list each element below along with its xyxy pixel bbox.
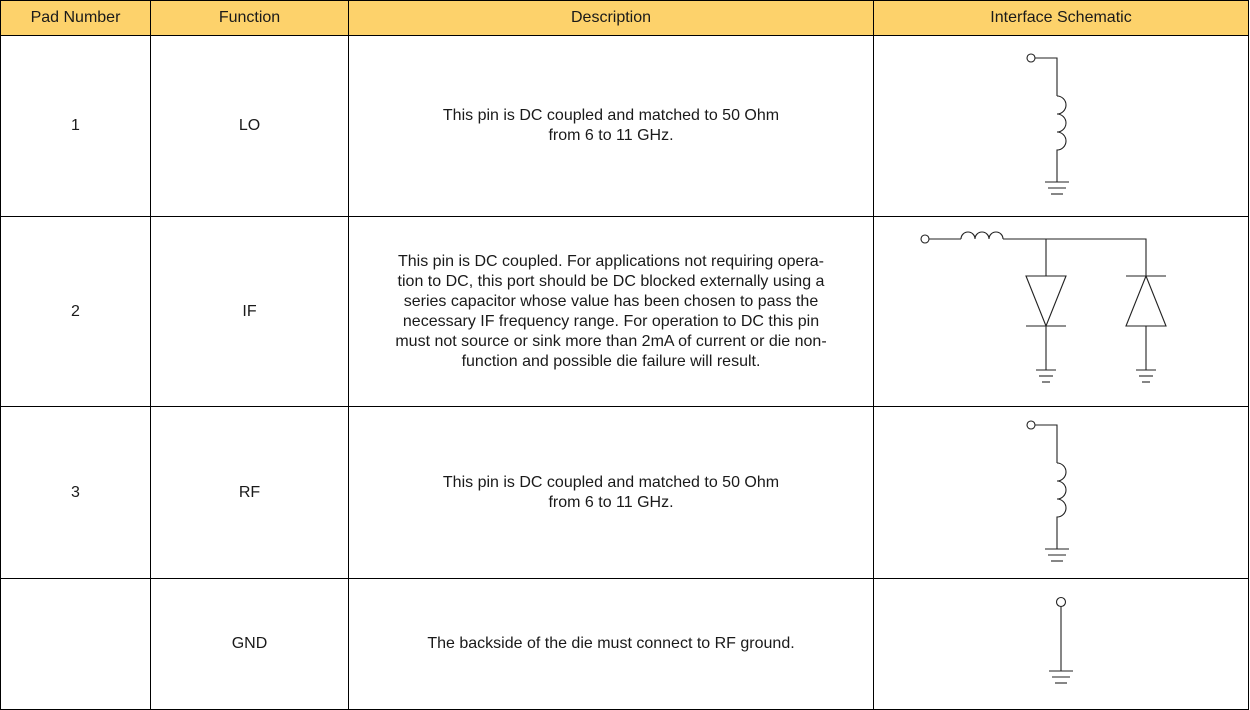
schematic-cell bbox=[874, 217, 1249, 407]
description-line: This pin is DC coupled and matched to 50 Ohm bbox=[442, 473, 780, 491]
header-function: Function bbox=[151, 1, 349, 36]
description-line: This pin is DC coupled. For applications not requiring opera- bbox=[398, 252, 824, 270]
pad-number-cell: 1 bbox=[1, 36, 151, 217]
ground-pin-schematic-icon bbox=[1021, 589, 1101, 699]
pad-number-cell bbox=[1, 579, 151, 710]
description-line: The backside of the die must connect to RF ground. bbox=[427, 635, 795, 652]
table-row bbox=[1, 36, 1249, 217]
description-line: This pin is DC coupled and matched to 50 Ohm bbox=[442, 107, 780, 124]
pad-number-cell: 2 bbox=[1, 217, 151, 407]
description-line: from 6 to 11 GHz. bbox=[548, 127, 674, 144]
description-line: function and possible die failure will result. bbox=[461, 352, 761, 370]
function-cell: IF bbox=[151, 217, 349, 407]
header-row bbox=[1, 1, 1249, 36]
inductor-to-ground-schematic-icon bbox=[1001, 413, 1121, 573]
function-cell: LO bbox=[151, 36, 349, 217]
description-line: series capacitor whose value has been chosen to pass the bbox=[403, 292, 819, 310]
header-pad-number: Pad Number bbox=[1, 1, 151, 36]
description-line: tion to DC, this port should be DC blocked externally using a bbox=[397, 272, 825, 290]
description-cell bbox=[349, 36, 874, 217]
schematic-cell bbox=[874, 36, 1249, 217]
header-description: Description bbox=[349, 1, 874, 36]
schematic-cell bbox=[874, 579, 1249, 710]
description-line: from 6 to 11 GHz. bbox=[548, 493, 674, 511]
header-schematic: Interface Schematic bbox=[874, 1, 1249, 36]
function-cell: GND bbox=[151, 579, 349, 710]
table-row bbox=[1, 579, 1249, 710]
schematic-cell bbox=[874, 407, 1249, 579]
description-cell bbox=[349, 217, 874, 407]
description-cell bbox=[349, 407, 874, 579]
function-cell: RF bbox=[151, 407, 349, 579]
table-row bbox=[1, 217, 1249, 407]
table-row bbox=[1, 407, 1249, 579]
inductor-to-ground-schematic-icon bbox=[1001, 46, 1121, 206]
pad-number-cell: 3 bbox=[1, 407, 151, 579]
inductor-diode-pair-schematic-icon bbox=[911, 222, 1211, 402]
description-line: must not source or sink more than 2mA of current or die non- bbox=[395, 332, 827, 350]
description-line: necessary IF frequency range. For operation to DC this pin bbox=[402, 312, 820, 330]
description-cell bbox=[349, 579, 874, 710]
